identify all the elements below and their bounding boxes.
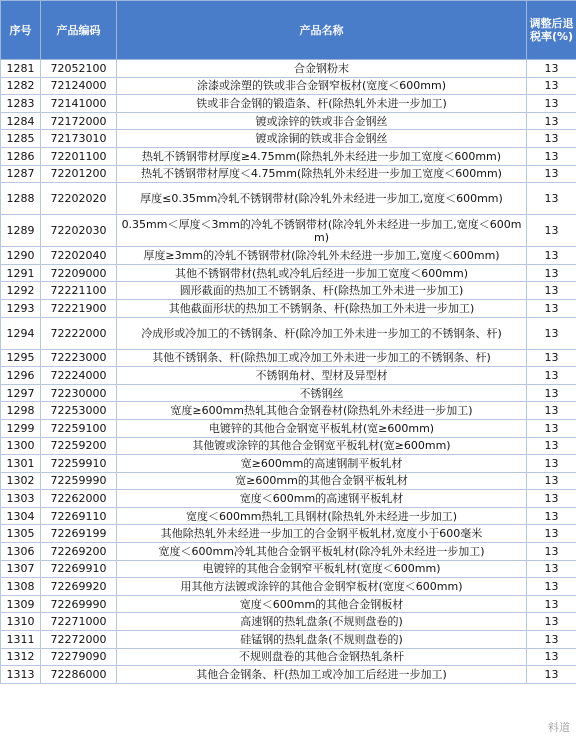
cell-seq: 1301 (1, 455, 41, 473)
table-row (1, 95, 576, 113)
cell-rate: 13 (527, 384, 576, 402)
cell-rate: 13 (527, 215, 576, 247)
table-row (1, 648, 576, 666)
cell-rate: 13 (527, 183, 576, 215)
cell-seq: 1298 (1, 402, 41, 420)
cell-code: 72259200 (41, 437, 117, 455)
cell-code: 72224000 (41, 367, 117, 385)
table-row (1, 507, 576, 525)
cell-rate: 13 (527, 543, 576, 561)
cell-rate: 13 (527, 264, 576, 282)
table-row (1, 490, 576, 508)
cell-code: 72230000 (41, 384, 117, 402)
cell-name: 不锈钢丝 (117, 384, 527, 402)
header-code: 产品编码 (41, 1, 117, 60)
table-row (1, 543, 576, 561)
cell-name: 厚度≥3mm的冷轧不锈钢带材(除冷轧外未经进一步加工,宽度＜600mm) (117, 247, 527, 265)
table-row (1, 560, 576, 578)
cell-seq: 1311 (1, 631, 41, 649)
cell-seq: 1291 (1, 264, 41, 282)
cell-rate: 13 (527, 666, 576, 684)
cell-rate: 13 (527, 165, 576, 183)
cell-name: 镀或涂锌的铁或非合金钢丝 (117, 112, 527, 130)
cell-code: 72269910 (41, 560, 117, 578)
cell-code: 72269990 (41, 595, 117, 613)
table-row (1, 77, 576, 95)
cell-code: 72172000 (41, 112, 117, 130)
cell-code: 72259990 (41, 472, 117, 490)
table-row (1, 183, 576, 215)
cell-seq: 1297 (1, 384, 41, 402)
cell-rate: 13 (527, 299, 576, 317)
cell-name: 圆形截面的热加工不锈钢条、杆(除热加工外未进一步加工) (117, 282, 527, 300)
cell-code: 72221100 (41, 282, 117, 300)
table-row (1, 525, 576, 543)
cell-name: 其他镀或涂锌的其他合金钢宽平板轧材(宽≥600mm) (117, 437, 527, 455)
cell-name: 冷成形或冷加工的不锈钢条、杆(除冷加工外未进一步加工的不锈钢条、杆) (117, 317, 527, 349)
table-row (1, 299, 576, 317)
cell-seq: 1299 (1, 419, 41, 437)
table-row (1, 112, 576, 130)
cell-rate: 13 (527, 490, 576, 508)
cell-name: 高速钢的热轧盘条(不规则盘卷的) (117, 613, 527, 631)
cell-seq: 1295 (1, 349, 41, 367)
cell-rate: 13 (527, 525, 576, 543)
cell-name: 宽≥600mm的高速钢制平板轧材 (117, 455, 527, 473)
cell-code: 72209000 (41, 264, 117, 282)
cell-rate: 13 (527, 130, 576, 148)
cell-name: 电镀锌的其他合金钢宽平板轧材(宽≥600mm) (117, 419, 527, 437)
cell-code: 72202030 (41, 215, 117, 247)
table-row (1, 613, 576, 631)
cell-seq: 1312 (1, 648, 41, 666)
cell-name: 其他截面形状的热加工不锈钢条、杆(除热加工外未进一步加工) (117, 299, 527, 317)
cell-code: 72253000 (41, 402, 117, 420)
cell-name: 硅锰钢的热轧盘条(不规则盘卷的) (117, 631, 527, 649)
cell-rate: 13 (527, 472, 576, 490)
table-row (1, 60, 576, 78)
cell-rate: 13 (527, 437, 576, 455)
cell-code: 72222000 (41, 317, 117, 349)
cell-seq: 1283 (1, 95, 41, 113)
cell-seq: 1304 (1, 507, 41, 525)
cell-code: 72141000 (41, 95, 117, 113)
cell-code: 72124000 (41, 77, 117, 95)
cell-rate: 13 (527, 77, 576, 95)
table-row (1, 472, 576, 490)
cell-seq: 1281 (1, 60, 41, 78)
cell-code: 72173010 (41, 130, 117, 148)
cell-name: 其他不锈钢带材(热轧或冷轧后经进一步加工宽度＜600mm) (117, 264, 527, 282)
cell-name: 涂漆或涂塑的铁或非合金钢窄板材(宽度＜600mm) (117, 77, 527, 95)
cell-code: 72271000 (41, 613, 117, 631)
cell-rate: 13 (527, 147, 576, 165)
header-seq: 序号 (1, 1, 41, 60)
cell-rate: 13 (527, 419, 576, 437)
table-body (1, 60, 576, 684)
cell-rate: 13 (527, 455, 576, 473)
cell-seq: 1296 (1, 367, 41, 385)
cell-name: 宽度≥600mm热轧其他合金钢卷材(除热轧外未经进一步加工) (117, 402, 527, 420)
cell-name: 其他除热轧外未经进一步加工的合金钢平板轧材,宽度小于600毫米 (117, 525, 527, 543)
cell-code: 72259910 (41, 455, 117, 473)
cell-name: 其他不锈钢条、杆(除热加工或冷加工外未进一步加工的不锈钢条、杆) (117, 349, 527, 367)
cell-name: 热轧不锈钢带材厚度＜4.75mm(除热轧外未经进一步加工宽度＜600mm) (117, 165, 527, 183)
cell-code: 72262000 (41, 490, 117, 508)
table-row (1, 419, 576, 437)
cell-code: 72286000 (41, 666, 117, 684)
table-row (1, 130, 576, 148)
cell-code: 72223000 (41, 349, 117, 367)
cell-code: 72202020 (41, 183, 117, 215)
cell-rate: 13 (527, 648, 576, 666)
cell-rate: 13 (527, 60, 576, 78)
table-row (1, 384, 576, 402)
table-row (1, 282, 576, 300)
header-row (1, 1, 576, 60)
cell-rate: 13 (527, 247, 576, 265)
cell-code: 72269920 (41, 578, 117, 596)
cell-rate: 13 (527, 95, 576, 113)
table-row (1, 264, 576, 282)
cell-name: 宽度＜600mm的高速钢平板轧材 (117, 490, 527, 508)
cell-name: 合金钢粉末 (117, 60, 527, 78)
cell-rate: 13 (527, 613, 576, 631)
cell-name: 宽≥600mm的其他合金钢平板轧材 (117, 472, 527, 490)
cell-name: 不锈钢角材、型材及异型材 (117, 367, 527, 385)
table-row (1, 247, 576, 265)
cell-code: 72269110 (41, 507, 117, 525)
cell-seq: 1290 (1, 247, 41, 265)
table-row (1, 349, 576, 367)
cell-seq: 1287 (1, 165, 41, 183)
cell-rate: 13 (527, 578, 576, 596)
cell-seq: 1293 (1, 299, 41, 317)
cell-rate: 13 (527, 367, 576, 385)
cell-seq: 1308 (1, 578, 41, 596)
table-row (1, 437, 576, 455)
cell-seq: 1292 (1, 282, 41, 300)
cell-name: 电镀锌的其他合金钢窄平板轧材(宽度＜600mm) (117, 560, 527, 578)
cell-name: 宽度＜600mm的其他合金钢板材 (117, 595, 527, 613)
header-rate: 调整后退税率(%) (527, 1, 576, 60)
cell-rate: 13 (527, 507, 576, 525)
cell-name: 用其他方法镀或涂锌的其他合金钢窄板材(宽度＜600mm) (117, 578, 527, 596)
cell-name: 不规则盘卷的其他合金钢热轧条杆 (117, 648, 527, 666)
table-row (1, 402, 576, 420)
cell-seq: 1282 (1, 77, 41, 95)
cell-seq: 1313 (1, 666, 41, 684)
cell-name: 铁或非合金钢的锻造条、杆(除热轧外未进一步加工) (117, 95, 527, 113)
cell-seq: 1302 (1, 472, 41, 490)
cell-rate: 13 (527, 317, 576, 349)
cell-name: 镀或涂铜的铁或非合金钢丝 (117, 130, 527, 148)
cell-code: 72201100 (41, 147, 117, 165)
cell-name: 厚度≤0.35mm冷轧不锈钢带材(除冷轧外未经进一步加工,宽度＜600mm) (117, 183, 527, 215)
table-row (1, 631, 576, 649)
cell-name: 宽度＜600mm冷轧其他合金钢平板轧材(除冷轧外未经进一步加工) (117, 543, 527, 561)
watermark: 料道 (548, 721, 570, 734)
table-row (1, 666, 576, 684)
table-row (1, 455, 576, 473)
cell-code: 72279090 (41, 648, 117, 666)
cell-code: 72052100 (41, 60, 117, 78)
cell-code: 72221900 (41, 299, 117, 317)
cell-code: 72269199 (41, 525, 117, 543)
cell-seq: 1310 (1, 613, 41, 631)
table-row (1, 367, 576, 385)
cell-seq: 1309 (1, 595, 41, 613)
cell-code: 72202040 (41, 247, 117, 265)
cell-rate: 13 (527, 560, 576, 578)
cell-code: 72272000 (41, 631, 117, 649)
cell-code: 72259100 (41, 419, 117, 437)
cell-seq: 1284 (1, 112, 41, 130)
cell-seq: 1300 (1, 437, 41, 455)
cell-code: 72269200 (41, 543, 117, 561)
table-row (1, 147, 576, 165)
cell-rate: 13 (527, 349, 576, 367)
table-row (1, 595, 576, 613)
cell-seq: 1305 (1, 525, 41, 543)
table-row (1, 215, 576, 247)
cell-seq: 1294 (1, 317, 41, 349)
cell-seq: 1303 (1, 490, 41, 508)
cell-rate: 13 (527, 112, 576, 130)
header-name: 产品名称 (117, 1, 527, 60)
cell-name: 热轧不锈钢带材厚度≥4.75mm(除热轧外未经进一步加工宽度＜600mm) (117, 147, 527, 165)
cell-rate: 13 (527, 282, 576, 300)
cell-name: 宽度＜600mm热轧工具钢材(除热轧外未经进一步加工) (117, 507, 527, 525)
cell-name: 0.35mm＜厚度＜3mm的冷轧不锈钢带材(除冷轧外未经进一步加工,宽度＜600mm) (117, 215, 527, 247)
cell-seq: 1286 (1, 147, 41, 165)
cell-seq: 1306 (1, 543, 41, 561)
table-row (1, 165, 576, 183)
cell-rate: 13 (527, 631, 576, 649)
cell-rate: 13 (527, 595, 576, 613)
cell-seq: 1288 (1, 183, 41, 215)
cell-seq: 1307 (1, 560, 41, 578)
table-row (1, 317, 576, 349)
table-row (1, 578, 576, 596)
cell-seq: 1285 (1, 130, 41, 148)
cell-code: 72201200 (41, 165, 117, 183)
cell-name: 其他合金钢条、杆(热加工或冷加工后经进一步加工) (117, 666, 527, 684)
cell-rate: 13 (527, 402, 576, 420)
cell-seq: 1289 (1, 215, 41, 247)
